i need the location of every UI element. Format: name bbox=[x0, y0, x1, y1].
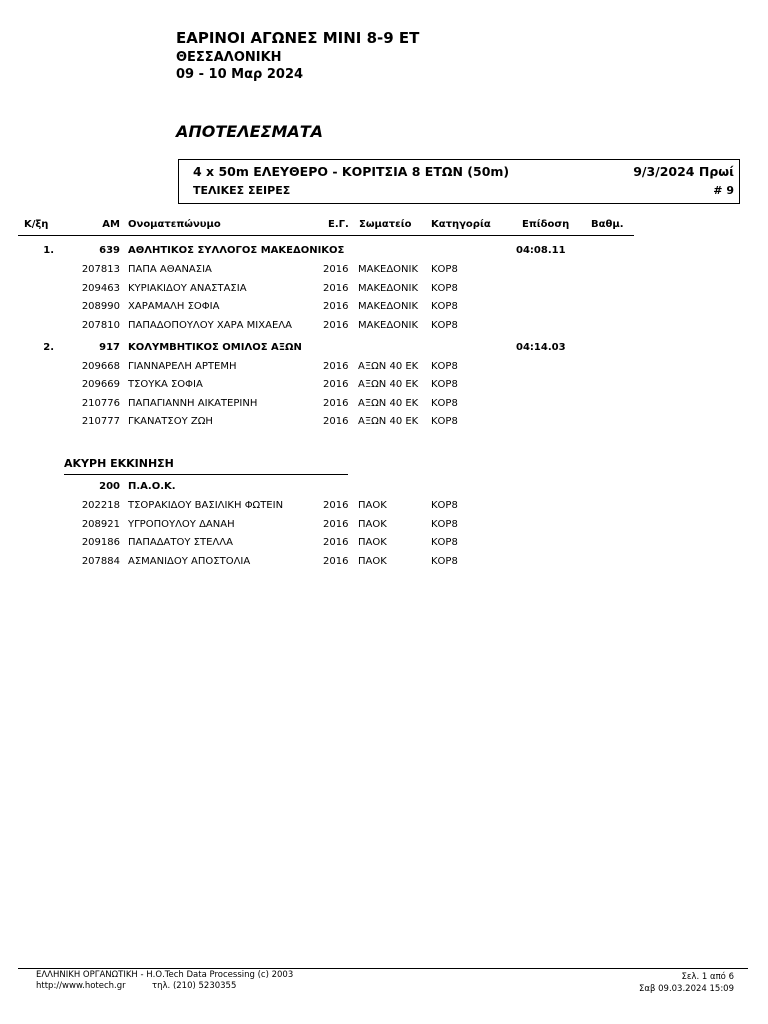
dns-heading: ΑΚΥΡΗ ΕΚΚΙΝΗΣΗ bbox=[64, 457, 174, 470]
col-category: Κατηγορία bbox=[431, 219, 491, 230]
swimmer-am: 208990 bbox=[81, 301, 120, 312]
swimmer-club: ΑΞΩΝ 40 ΕΚ bbox=[358, 398, 419, 409]
swimmer-am: 210777 bbox=[81, 416, 120, 427]
team-am: 639 bbox=[99, 245, 120, 256]
swimmer-category: ΚΟΡ8 bbox=[431, 301, 458, 312]
swimmer-club: ΠΑΟΚ bbox=[358, 537, 387, 548]
swimmer-am: 209668 bbox=[81, 361, 120, 372]
team-place: 2. bbox=[43, 342, 54, 353]
team-name: ΚΟΛΥΜΒΗΤΙΚΟΣ ΟΜΙΛΟΣ ΑΞΩΝ bbox=[128, 342, 302, 353]
swimmer-club: ΠΑΟΚ bbox=[358, 556, 387, 567]
footer-printed: Σαβ 09.03.2024 15:09 bbox=[639, 984, 734, 994]
meet-title: ΕΑΡΙΝΟΙ ΑΓΩΝΕΣ ΜΙΝΙ 8-9 ΕΤ bbox=[176, 29, 420, 47]
col-club: Σωματείο bbox=[359, 219, 412, 230]
col-am: ΑΜ bbox=[102, 219, 120, 230]
swimmer-name: ΧΑΡΑΜΑΛΗ ΣΟΦΙΑ bbox=[128, 301, 220, 312]
swimmer-name: ΠΑΠΑΔΑΤΟΥ ΣΤΕΛΛΑ bbox=[128, 537, 233, 548]
meet-dates: 09 - 10 Μαρ 2024 bbox=[176, 67, 304, 82]
swimmer-category: ΚΟΡ8 bbox=[431, 379, 458, 390]
header-divider bbox=[18, 235, 634, 236]
event-round: ΤΕΛΙΚΕΣ ΣΕΙΡΕΣ bbox=[193, 184, 291, 197]
swimmer-am: 210776 bbox=[81, 398, 120, 409]
swimmer-club: ΜΑΚΕΔΟΝΙΚ bbox=[358, 320, 419, 331]
col-time: Επίδοση bbox=[522, 219, 570, 230]
swimmer-club: ΠΑΟΚ bbox=[358, 500, 387, 511]
swimmer-category: ΚΟΡ8 bbox=[431, 519, 458, 530]
footer-page: Σελ. 1 από 6 bbox=[681, 972, 734, 982]
team-am: 917 bbox=[99, 342, 120, 353]
swimmer-name: ΠΑΠΑΓΙΑΝΝΗ ΑΙΚΑΤΕΡΙΝΗ bbox=[128, 398, 258, 409]
event-name: 4 x 50m ΕΛΕΥΘΕΡΟ - ΚΟΡΙΤΣΙΑ 8 ΕΤΩΝ (50m) bbox=[193, 164, 510, 179]
swimmer-name: ΚΥΡΙΑΚΙΔΟΥ ΑΝΑΣΤΑΣΙΑ bbox=[128, 283, 247, 294]
swimmer-club: ΑΞΩΝ 40 ΕΚ bbox=[358, 379, 419, 390]
swimmer-am: 207813 bbox=[81, 264, 120, 275]
dns-underline bbox=[64, 474, 348, 475]
swimmer-club: ΜΑΚΕΔΟΝΙΚ bbox=[358, 283, 419, 294]
swimmer-year: 2016 bbox=[323, 283, 349, 294]
swimmer-name: ΑΣΜΑΝΙΔΟΥ ΑΠΟΣΤΟΛΙΑ bbox=[128, 556, 251, 567]
swimmer-category: ΚΟΡ8 bbox=[431, 556, 458, 567]
swimmer-category: ΚΟΡ8 bbox=[431, 264, 458, 275]
swimmer-name: ΠΑΠΑ ΑΘΑΝΑΣΙΑ bbox=[128, 264, 212, 275]
results-title: ΑΠΟΤΕΛΕΣΜΑΤΑ bbox=[176, 122, 324, 141]
team-time: 04:08.11 bbox=[516, 245, 566, 256]
col-name: Ονοματεπώνυμο bbox=[128, 219, 221, 230]
swimmer-am: 207884 bbox=[81, 556, 120, 567]
swimmer-year: 2016 bbox=[323, 416, 349, 427]
swimmer-name: ΓΚΑΝΑΤΣΟΥ ΖΩΗ bbox=[128, 416, 213, 427]
swimmer-year: 2016 bbox=[323, 556, 349, 567]
swimmer-club: ΜΑΚΕΔΟΝΙΚ bbox=[358, 301, 419, 312]
swimmer-year: 2016 bbox=[323, 500, 349, 511]
swimmer-year: 2016 bbox=[323, 398, 349, 409]
swimmer-am: 207810 bbox=[81, 320, 120, 331]
team-place: 1. bbox=[43, 245, 54, 256]
swimmer-category: ΚΟΡ8 bbox=[431, 500, 458, 511]
col-place: Κ/ξη bbox=[24, 219, 49, 230]
swimmer-year: 2016 bbox=[323, 537, 349, 548]
footer-org: ΕΛΛΗΝΙΚΗ ΟΡΓΑΝΩΤΙΚΗ - Η.Ο.Tech Data Processing (c) 2003 bbox=[36, 970, 294, 980]
swimmer-am: 209669 bbox=[81, 379, 120, 390]
swimmer-club: ΑΞΩΝ 40 ΕΚ bbox=[358, 416, 419, 427]
swimmer-name: ΓΙΑΝΝΑΡΕΛΗ ΑΡΤΕΜΗ bbox=[128, 361, 237, 372]
col-year: Ε.Γ. bbox=[328, 219, 349, 230]
swimmer-year: 2016 bbox=[323, 320, 349, 331]
swimmer-year: 2016 bbox=[323, 519, 349, 530]
swimmer-category: ΚΟΡ8 bbox=[431, 361, 458, 372]
team-name: Π.Α.Ο.Κ. bbox=[128, 481, 176, 492]
swimmer-category: ΚΟΡ8 bbox=[431, 283, 458, 294]
swimmer-club: ΠΑΟΚ bbox=[358, 519, 387, 530]
meet-city: ΘΕΣΣΑΛΟΝΙΚΗ bbox=[176, 50, 282, 65]
swimmer-am: 209186 bbox=[81, 537, 120, 548]
footer-divider bbox=[18, 968, 748, 969]
swimmer-year: 2016 bbox=[323, 264, 349, 275]
swimmer-name: ΠΑΠΑΔΟΠΟΥΛΟΥ ΧΑΡΑ ΜΙΧΑΕΛΑ bbox=[128, 320, 292, 331]
swimmer-club: ΑΞΩΝ 40 ΕΚ bbox=[358, 361, 419, 372]
event-session: 9/3/2024 Πρωί bbox=[633, 164, 734, 179]
swimmer-am: 209463 bbox=[81, 283, 120, 294]
swimmer-year: 2016 bbox=[323, 379, 349, 390]
footer-url: http://www.hotech.gr bbox=[36, 981, 126, 991]
footer-phone: τηλ. (210) 5230355 bbox=[152, 981, 237, 991]
swimmer-category: ΚΟΡ8 bbox=[431, 537, 458, 548]
swimmer-am: 202218 bbox=[81, 500, 120, 511]
swimmer-name: ΥΓΡΟΠΟΥΛΟΥ ΔΑΝΑΗ bbox=[128, 519, 235, 530]
swimmer-year: 2016 bbox=[323, 361, 349, 372]
swimmer-name: ΤΣΟΥΚΑ ΣΟΦΙΑ bbox=[128, 379, 203, 390]
swimmer-category: ΚΟΡ8 bbox=[431, 416, 458, 427]
team-am: 200 bbox=[99, 481, 120, 492]
col-points: Βαθμ. bbox=[591, 219, 624, 230]
swimmer-year: 2016 bbox=[323, 301, 349, 312]
swimmer-club: ΜΑΚΕΔΟΝΙΚ bbox=[358, 264, 419, 275]
event-number: # 9 bbox=[713, 184, 734, 197]
swimmer-category: ΚΟΡ8 bbox=[431, 398, 458, 409]
swimmer-name: ΤΣΟΡΑΚΙΔΟΥ ΒΑΣΙΛΙΚΗ ΦΩΤΕΙΝ bbox=[128, 500, 284, 511]
swimmer-category: ΚΟΡ8 bbox=[431, 320, 458, 331]
team-name: ΑΘΛΗΤΙΚΟΣ ΣΥΛΛΟΓΟΣ ΜΑΚΕΔΟΝΙΚΟΣ bbox=[128, 245, 345, 256]
team-time: 04:14.03 bbox=[516, 342, 566, 353]
swimmer-am: 208921 bbox=[81, 519, 120, 530]
